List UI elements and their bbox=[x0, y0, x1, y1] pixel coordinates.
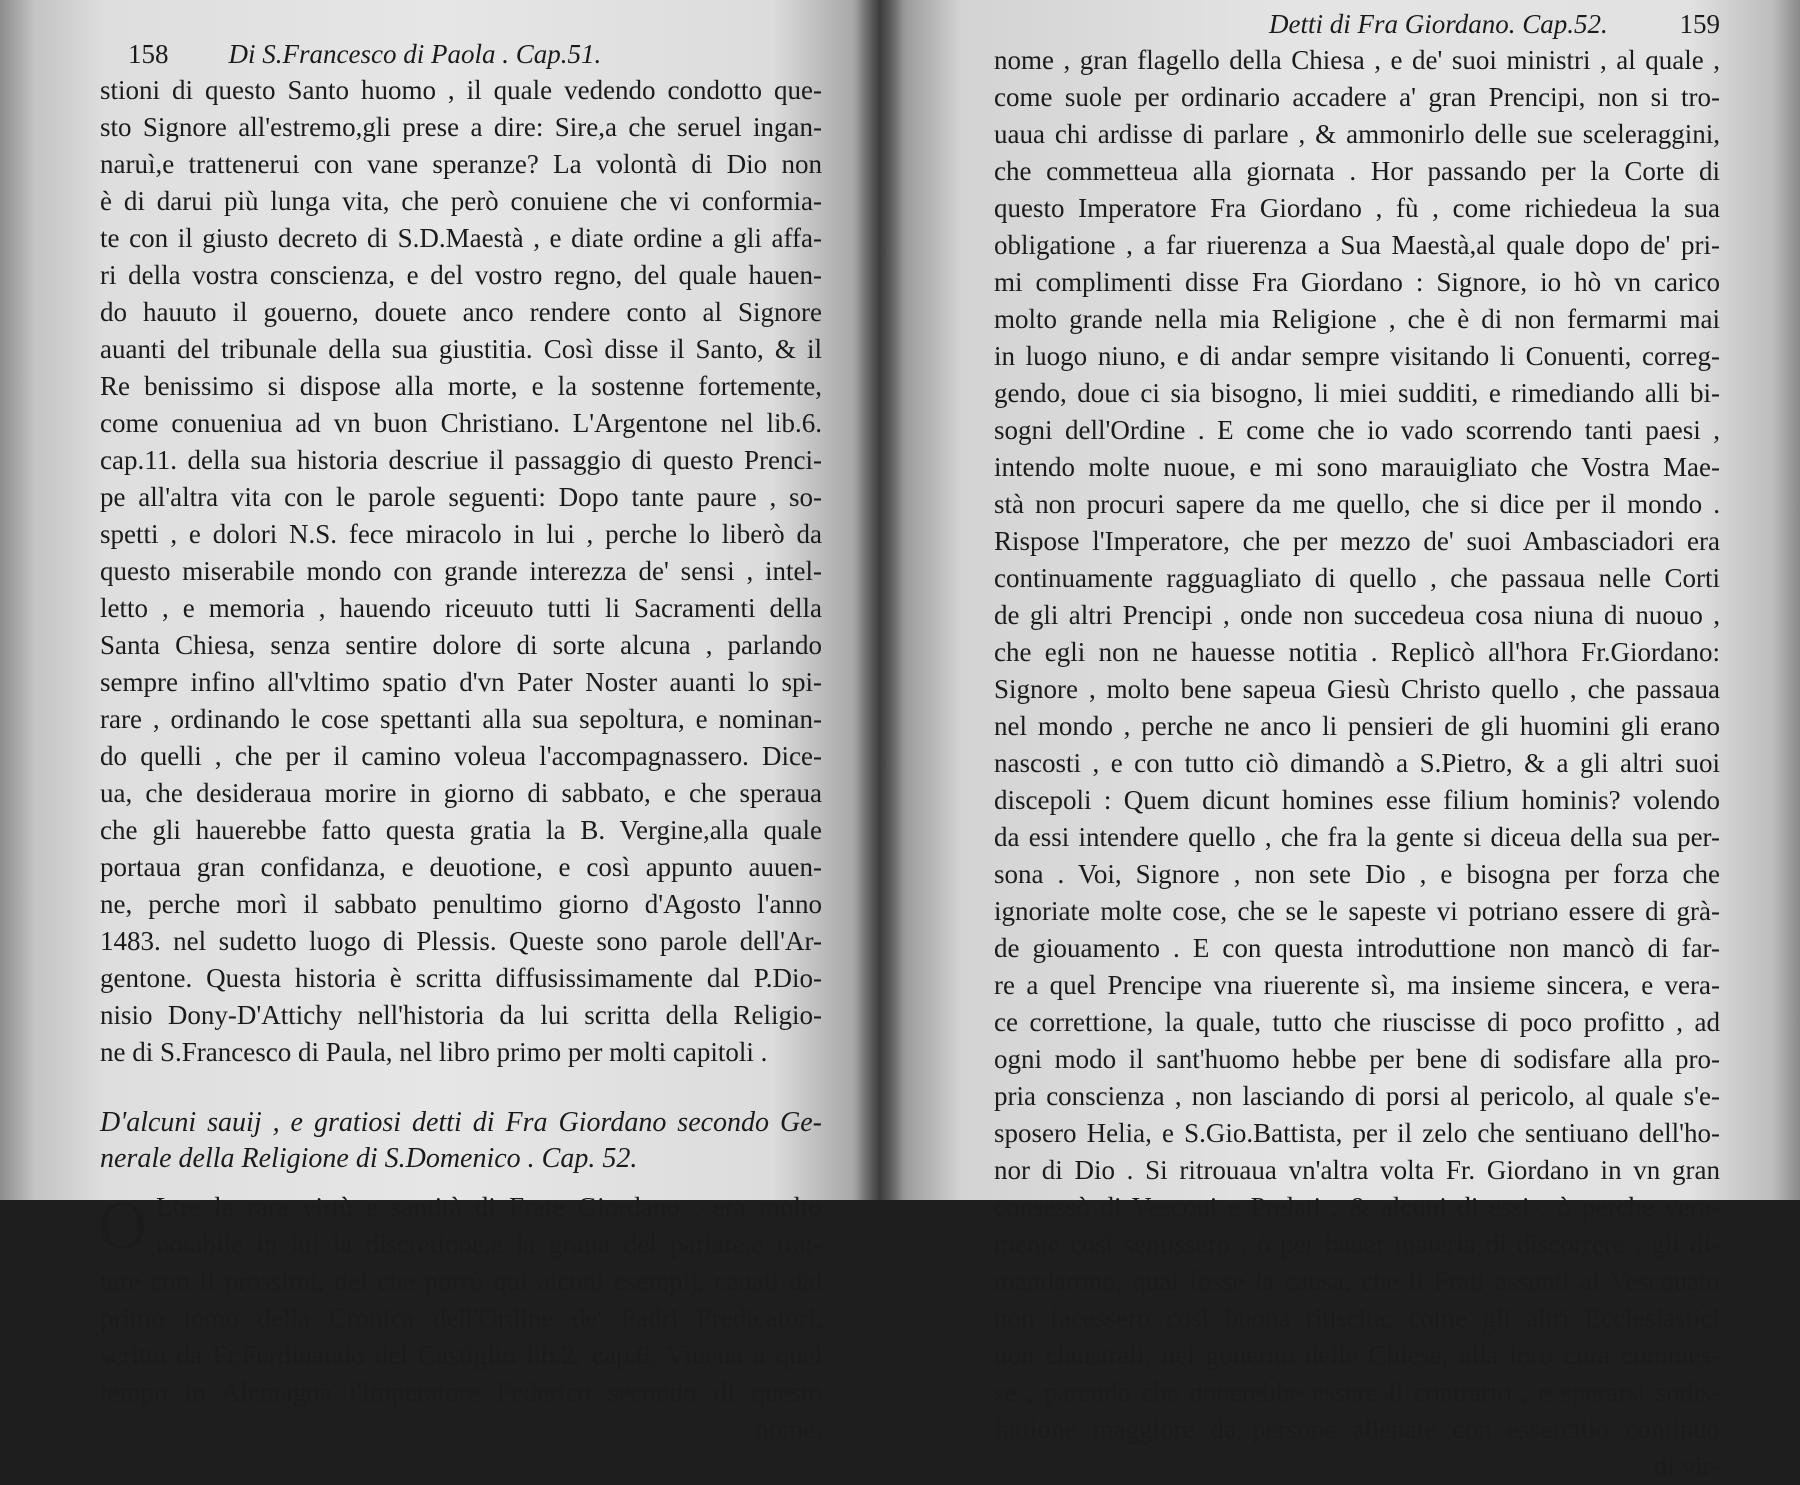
text-line: auanti del tribunale della sua giustitia. Così disse il Santo, & il bbox=[100, 334, 822, 364]
text-line: in luogo niuno, e di andar sempre visitando li Conuenti, correg- bbox=[994, 341, 1720, 371]
text-line: come conueniua ad vn buon Christiano. L'Argentone nel lib.6. bbox=[100, 408, 822, 438]
text-line: sempre infino all'vltimo spatio d'vn Pater Noster auanti lo spi- bbox=[100, 667, 822, 697]
text-line: mente così sentissero , ò per hauer materia di discorrere , gli di- bbox=[994, 1229, 1720, 1259]
right-running-head bbox=[994, 8, 1720, 40]
text-line: discepoli : Quem dicunt homines esse filium hominis? volendo bbox=[994, 785, 1720, 815]
text-line: ne di S.Francesco di Paula, nel libro primo per molti capitoli . bbox=[100, 1037, 768, 1067]
text-line: nel mondo , perche ne anco li pensieri de gli huomini gli erano bbox=[994, 711, 1720, 741]
text-line: stioni di questo Santo huomo , il quale vedendo condotto que- bbox=[100, 75, 822, 105]
text-line: pe all'altra vita con le parole seguenti: Dopo tante paure , so- bbox=[100, 482, 822, 512]
text-line: D'alcuni sauij , e gratiosi detti di Fra Giordano secondo Ge- bbox=[100, 1107, 822, 1138]
text-line: spetti , e dolori N.S. fece miracolo in lui , perche lo liberò da bbox=[100, 519, 822, 549]
text-line: ua, che desideraua morire in giorno di sabbato, e che speraua bbox=[100, 778, 822, 808]
text-line: gentone. Questa historia è scritta diffusissimamente dal P.Dio- bbox=[100, 963, 822, 993]
text-line: cap.11. della sua historia descriue il passaggio di questo Prenci- bbox=[100, 445, 822, 475]
text-line: che commetteua alla giornata . Hor passando per la Corte di bbox=[994, 156, 1720, 186]
text-line: come suole per ordinario accadere a' gran Prencipi, non si tro- bbox=[994, 82, 1720, 112]
text-line: scritta da Fr.Ferdinando del Castiglio lib.2. cap.6. Viueua a quel bbox=[100, 1340, 822, 1370]
text-line: 1483. nel sudetto luogo di Plessis. Queste sono parole dell'Ar- bbox=[100, 926, 822, 956]
text-line: ce correttione, la quale, tutto che riuscisse di poco profitto , ad bbox=[994, 1007, 1720, 1037]
book-gutter bbox=[856, 0, 904, 1200]
text-line: ogni modo il sant'huomo hebbe per bene di sodisfare alla pro- bbox=[994, 1044, 1720, 1074]
text-line: sona . Voi, Signore , non sete Dio , e bisogna per forza che bbox=[994, 859, 1720, 889]
text-line: do hauuto il gouerno, douete anco rendere conto al Signore bbox=[100, 297, 822, 327]
text-line: primo tomo della Cronica dell'Ordine de' Padri Predicatori, bbox=[100, 1303, 822, 1333]
text-line: letto , e memoria , hauendo riceuuto tutti li Sacramenti della bbox=[100, 593, 822, 623]
text-line: de giouamento . E con questa introduttione non mancò di far- bbox=[994, 933, 1720, 963]
drop-cap: O bbox=[98, 1187, 148, 1263]
text-line: mi complimenti disse Fra Giordano : Signore, io hò vn carico bbox=[994, 267, 1720, 297]
text-line: mandarono, qual fosse la causa, che li Frati assunti al Vescouato bbox=[994, 1266, 1720, 1296]
right-body-text bbox=[994, 42, 1720, 1448]
right-catchword: di vir- bbox=[1653, 1451, 1720, 1481]
text-line: ri della vostra conscienza, e del vostro regno, del quale hauen- bbox=[100, 260, 822, 290]
text-line: Ltre la rara virtù e santità di Frate Giordano , era molto bbox=[156, 1192, 822, 1222]
text-line: questo miserabile mondo con grande interezza de' sensi , intel- bbox=[100, 556, 822, 586]
text-line: è di darui più lunga vita, che però conuiene che vi conformia- bbox=[100, 186, 822, 216]
text-line: consessò di Vescoui e Prelati , & alcuni di essi , ò perche vera- bbox=[994, 1192, 1720, 1222]
text-line: gendo, doue ci sia bisogno, li miei sudditi, e rimediando alli bi- bbox=[994, 378, 1720, 408]
text-line: te con il giusto decreto di S.D.Maestà , e diate ordine a gli affa- bbox=[100, 223, 822, 253]
chapter-body-text bbox=[100, 1189, 822, 1411]
chapter-opening bbox=[100, 1189, 822, 1411]
text-line: re a quel Prencipe vna riuerente sì, ma insieme sincera, e vera- bbox=[994, 970, 1720, 1000]
text-line: che gli hauerebbe fatto questa gratia la B. Vergine,alla quale bbox=[100, 815, 822, 845]
right-running-title: Detti di Fra Giordano. Cap.52. bbox=[1269, 9, 1608, 39]
right-page bbox=[878, 0, 1800, 1481]
text-line: nascosti , e con tutto ciò dimandò a S.Pietro, & a gli altri suoi bbox=[994, 748, 1720, 778]
text-line: pria conscienza , non lasciando di porsi al pericolo, al quale s'e- bbox=[994, 1081, 1720, 1111]
left-body-text bbox=[100, 72, 822, 1071]
text-line: ignoriate molte cose, che se le sapeste vi potriano essere di grà- bbox=[994, 896, 1720, 926]
text-line: tempo in Alemagna l'Imperatore Federico secondo di questo bbox=[100, 1377, 822, 1407]
text-line: tare con li prossimi, del che porrò qui alcuni esempij, cauati dal bbox=[100, 1266, 822, 1296]
text-line: Rispose l'Imperatore, che per mezzo de' suoi Ambasciadori era bbox=[994, 526, 1720, 556]
text-line: rare , ordinando le cose spettanti alla sua sepoltura, e nominan- bbox=[100, 704, 822, 734]
text-line: uaua chi ardisse di parlare , & ammonirlo delle sue sceleraggini, bbox=[994, 119, 1720, 149]
left-running-head bbox=[100, 38, 822, 70]
text-line: Santa Chiesa, senza sentire dolore di sorte alcuna , parlando bbox=[100, 630, 822, 660]
right-page-number: 159 bbox=[1679, 9, 1720, 39]
text-line: da essi intendere quello , che fra la gente si diceua della sua per- bbox=[994, 822, 1720, 852]
text-line: ne, perche morì il sabbato penultimo giorno d'Agosto l'anno bbox=[100, 889, 822, 919]
text-line: sto Signore all'estremo,gli prese a dire: Sire,a che seruel ingan- bbox=[100, 112, 822, 142]
left-page bbox=[0, 0, 878, 1444]
chapter-heading bbox=[100, 1105, 822, 1177]
text-line: non claustrali, nel gouerno delle Chiese, alla loro cura commes- bbox=[994, 1340, 1720, 1370]
text-line: naruì,e trattenerui con vane speranze? La volontà di Dio non bbox=[100, 149, 822, 179]
text-line: continuamente ragguagliato di quello , che passaua nelle Corti bbox=[994, 563, 1720, 593]
text-line: nor di Dio . Si ritrouaua vn'altra volta Fr. Giordano in vn gran bbox=[994, 1155, 1720, 1185]
text-line: nisio Dony-D'Attichy nell'historia da lui scritta della Religio- bbox=[100, 1000, 822, 1030]
text-line: stà non procuri sapere da me quello, che si dice per il mondo . bbox=[994, 489, 1720, 519]
text-line: se , parendo che douerebbe essere il contrario , e sperarsi sodis- bbox=[994, 1377, 1720, 1407]
text-line: notabile in lui la discretione,e la gratia del parlare,e trat- bbox=[156, 1229, 822, 1259]
text-line: sposero Helia, e S.Gio.Battista, per il zelo che sentiuano dell'ho- bbox=[994, 1118, 1720, 1148]
text-line: portaua gran confidanza, e deuotione, e così appunto auuen- bbox=[100, 852, 822, 882]
text-line: fattione maggiore da persone allenate con essercitio continuo bbox=[994, 1414, 1720, 1444]
text-line: questo Imperatore Fra Giordano , fù , come richiedeua la sua bbox=[994, 193, 1720, 223]
text-line: Signore , molto bene sapeua Giesù Christo quello , che passaua bbox=[994, 674, 1720, 704]
left-catchword: nome, bbox=[755, 1414, 822, 1444]
text-line: sogni dell'Ordine . E come che io vado scorrendo tanti paesi , bbox=[994, 415, 1720, 445]
text-line: Re benissimo si dispose alla morte, e la sostenne fortemente, bbox=[100, 371, 822, 401]
text-line: do quelli , che per il camino voleua l'accompagnassero. Dice- bbox=[100, 741, 822, 771]
text-line: che egli non ne hauesse notitia . Replicò all'hora Fr.Giordano: bbox=[994, 637, 1720, 667]
text-line: non facessero così buona riuscita; come gli altri Ecclesiastici bbox=[994, 1303, 1720, 1333]
text-line: molto grande nella mia Religione , che è di non fermarmi mai bbox=[994, 304, 1720, 334]
left-running-title: Di S.Francesco di Paola . Cap.51. bbox=[228, 39, 602, 69]
text-line: nome , gran flagello della Chiesa , e de' suoi ministri , al quale , bbox=[994, 45, 1720, 75]
text-line: de gli altri Prencipi , onde non succedeua cosa niuna di nuouo , bbox=[994, 600, 1720, 630]
text-line: nerale della Religione di S.Domenico . Cap. 52. bbox=[100, 1143, 638, 1174]
left-page-number: 158 bbox=[128, 39, 169, 69]
text-line: obligatione , a far riuerenza a Sua Maestà,al quale dopo de' pri- bbox=[994, 230, 1720, 260]
text-line: intendo molte nuoue, e mi sono marauigliato che Vostra Mae- bbox=[994, 452, 1720, 482]
